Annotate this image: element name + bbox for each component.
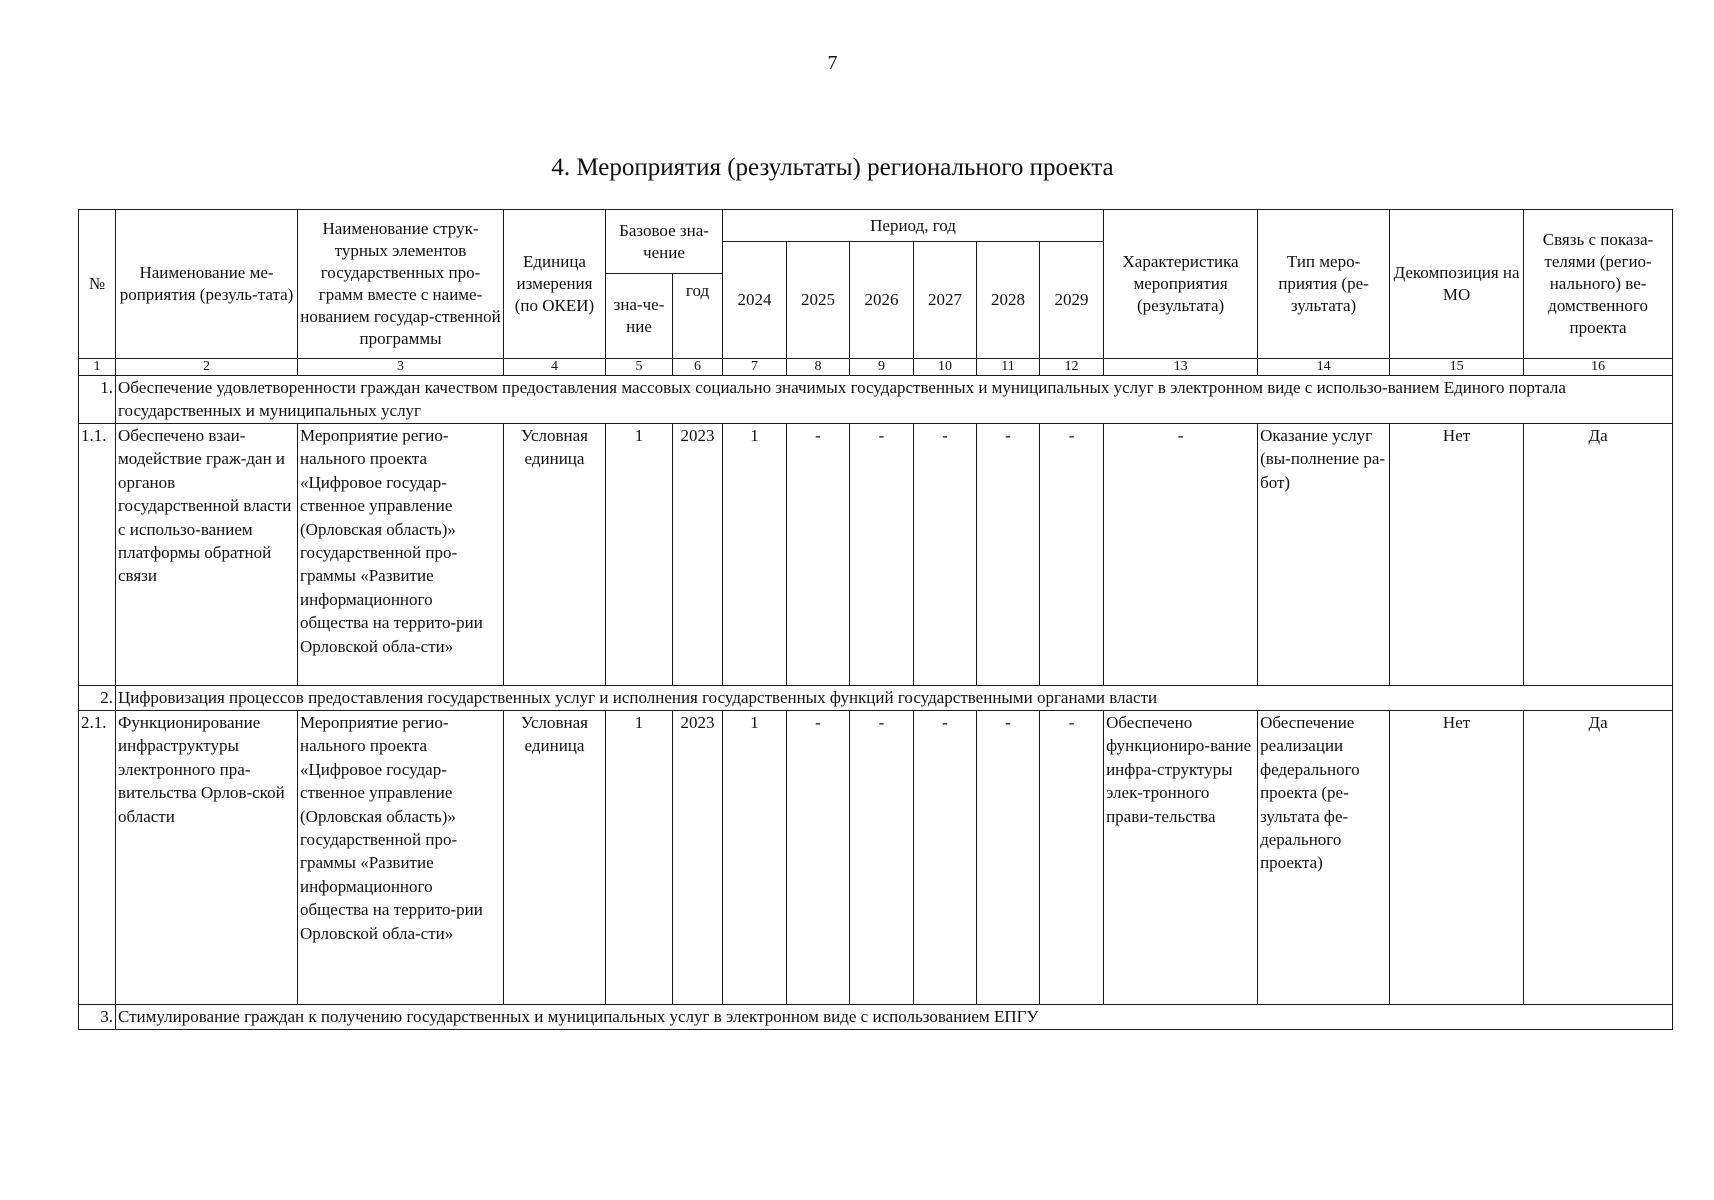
row-base-value: 1 bbox=[606, 424, 673, 686]
row-structural-element: Мероприятие регио-нального проекта «Цифровое государ-ственное управление (Орловская область)» государственной про-граммы «Развитие информационного общества на террито-рии Орловской обла-сти» bbox=[298, 711, 504, 1005]
column-number: 5 bbox=[606, 359, 673, 376]
row-decomposition: Нет bbox=[1390, 424, 1524, 686]
page-number: 7 bbox=[827, 52, 838, 74]
column-number: 4 bbox=[504, 359, 606, 376]
section-title: Обеспечение удовлетворенности граждан качеством предоставления массовых социально значимых государственных и муниципальных услуг в электронном виде с использо-ванием Единого портала государственных и муниципальных услуг bbox=[116, 376, 1673, 424]
row-structural-element: Мероприятие регио-нального проекта «Цифровое государ-ственное управление (Орловская область)» государственной про-граммы «Развитие информационного общества на террито-рии Орловской обла-сти» bbox=[298, 424, 504, 686]
row-value-2024: 1 bbox=[723, 424, 787, 686]
row-value-2024: 1 bbox=[723, 711, 787, 1005]
column-number: 12 bbox=[1040, 359, 1104, 376]
column-number: 3 bbox=[298, 359, 504, 376]
header-year-2027: 2027 bbox=[914, 242, 977, 359]
row-value-2026: - bbox=[850, 424, 914, 686]
header-link: Связь с показа-телями (регио-нального) ве-домственного проекта bbox=[1524, 210, 1673, 359]
row-activity-name: Функционирование инфраструктуры электронного пра-вительства Орлов-ской области bbox=[116, 711, 298, 1005]
row-value-2028: - bbox=[977, 711, 1040, 1005]
column-number: 14 bbox=[1258, 359, 1390, 376]
column-number: 8 bbox=[787, 359, 850, 376]
row-activity-name: Обеспечено взаи-модействие граж-дан и органов государственной власти с использо-ванием платформы обратной связи bbox=[116, 424, 298, 686]
header-unit: Единица измерения (по ОКЕИ) bbox=[504, 210, 606, 359]
page-title: 4. Мероприятия (результаты) регионального проекта bbox=[551, 154, 1114, 181]
row-number: 1.1. bbox=[79, 424, 116, 686]
table-row bbox=[79, 711, 1673, 1005]
row-link: Да bbox=[1524, 424, 1673, 686]
column-number-row bbox=[79, 359, 1673, 376]
header-year-2029: 2029 bbox=[1040, 242, 1104, 359]
header-base-year: год bbox=[673, 274, 723, 359]
row-value-2025: - bbox=[787, 424, 850, 686]
section-number: 3. bbox=[79, 1005, 116, 1030]
row-characteristic: - bbox=[1104, 424, 1258, 686]
row-value-2027: - bbox=[914, 424, 977, 686]
column-number: 2 bbox=[116, 359, 298, 376]
row-value-2029: - bbox=[1040, 424, 1104, 686]
header-number: № bbox=[79, 210, 116, 359]
activities-table bbox=[78, 209, 1673, 1030]
row-activity-type: Обеспечение реализации федерального проекта (ре-зультата фе-дерального проекта) bbox=[1258, 711, 1390, 1005]
header-decomposition: Декомпозиция на МО bbox=[1390, 210, 1524, 359]
header-year-2026: 2026 bbox=[850, 242, 914, 359]
row-activity-type: Оказание услуг (вы-полнение ра-бот) bbox=[1258, 424, 1390, 686]
column-number: 16 bbox=[1524, 359, 1673, 376]
row-unit: Условная единица bbox=[504, 424, 606, 686]
row-decomposition: Нет bbox=[1390, 711, 1524, 1005]
section-row bbox=[79, 686, 1673, 711]
row-value-2028: - bbox=[977, 424, 1040, 686]
column-number: 7 bbox=[723, 359, 787, 376]
header-characteristic: Характеристика мероприятия (результата) bbox=[1104, 210, 1258, 359]
row-link: Да bbox=[1524, 711, 1673, 1005]
header-year-2025: 2025 bbox=[787, 242, 850, 359]
section-number: 2. bbox=[79, 686, 116, 711]
header-activity-name: Наименование ме-роприятия (резуль-тата) bbox=[116, 210, 298, 359]
header-year-2024: 2024 bbox=[723, 242, 787, 359]
section-row bbox=[79, 376, 1673, 424]
section-row bbox=[79, 1005, 1673, 1030]
column-number: 10 bbox=[914, 359, 977, 376]
section-title: Стимулирование граждан к получению государственных и муниципальных услуг в электронном виде с использованием ЕПГУ bbox=[116, 1005, 1673, 1030]
row-value-2027: - bbox=[914, 711, 977, 1005]
row-value-2029: - bbox=[1040, 711, 1104, 1005]
row-characteristic: Обеспечено функциониро-вание инфра-структуры элек-тронного прави-тельства bbox=[1104, 711, 1258, 1005]
row-value-2025: - bbox=[787, 711, 850, 1005]
header-year-2028: 2028 bbox=[977, 242, 1040, 359]
row-base-year: 2023 bbox=[673, 711, 723, 1005]
header-activity-type: Тип меро-приятия (ре-зультата) bbox=[1258, 210, 1390, 359]
row-value-2026: - bbox=[850, 711, 914, 1005]
row-unit: Условная единица bbox=[504, 711, 606, 1005]
row-base-value: 1 bbox=[606, 711, 673, 1005]
column-number: 6 bbox=[673, 359, 723, 376]
table-row bbox=[79, 424, 1673, 686]
section-title: Цифровизация процессов предоставления государственных услуг и исполнения государственных функций государственными органами власти bbox=[116, 686, 1673, 711]
column-number: 11 bbox=[977, 359, 1040, 376]
column-number: 9 bbox=[850, 359, 914, 376]
section-number: 1. bbox=[79, 376, 116, 424]
column-number: 1 bbox=[79, 359, 116, 376]
row-number: 2.1. bbox=[79, 711, 116, 1005]
header-structural-elements: Наименование струк-турных элементов государственных про-грамм вместе с наиме-нованием государ-ственной программы bbox=[298, 210, 504, 359]
column-number: 13 bbox=[1104, 359, 1258, 376]
header-period-group: Период, год bbox=[723, 210, 1104, 242]
header-base-value-group: Базовое зна-чение bbox=[606, 210, 723, 274]
column-number: 15 bbox=[1390, 359, 1524, 376]
row-base-year: 2023 bbox=[673, 424, 723, 686]
header-base-value: зна-че-ние bbox=[606, 274, 673, 359]
